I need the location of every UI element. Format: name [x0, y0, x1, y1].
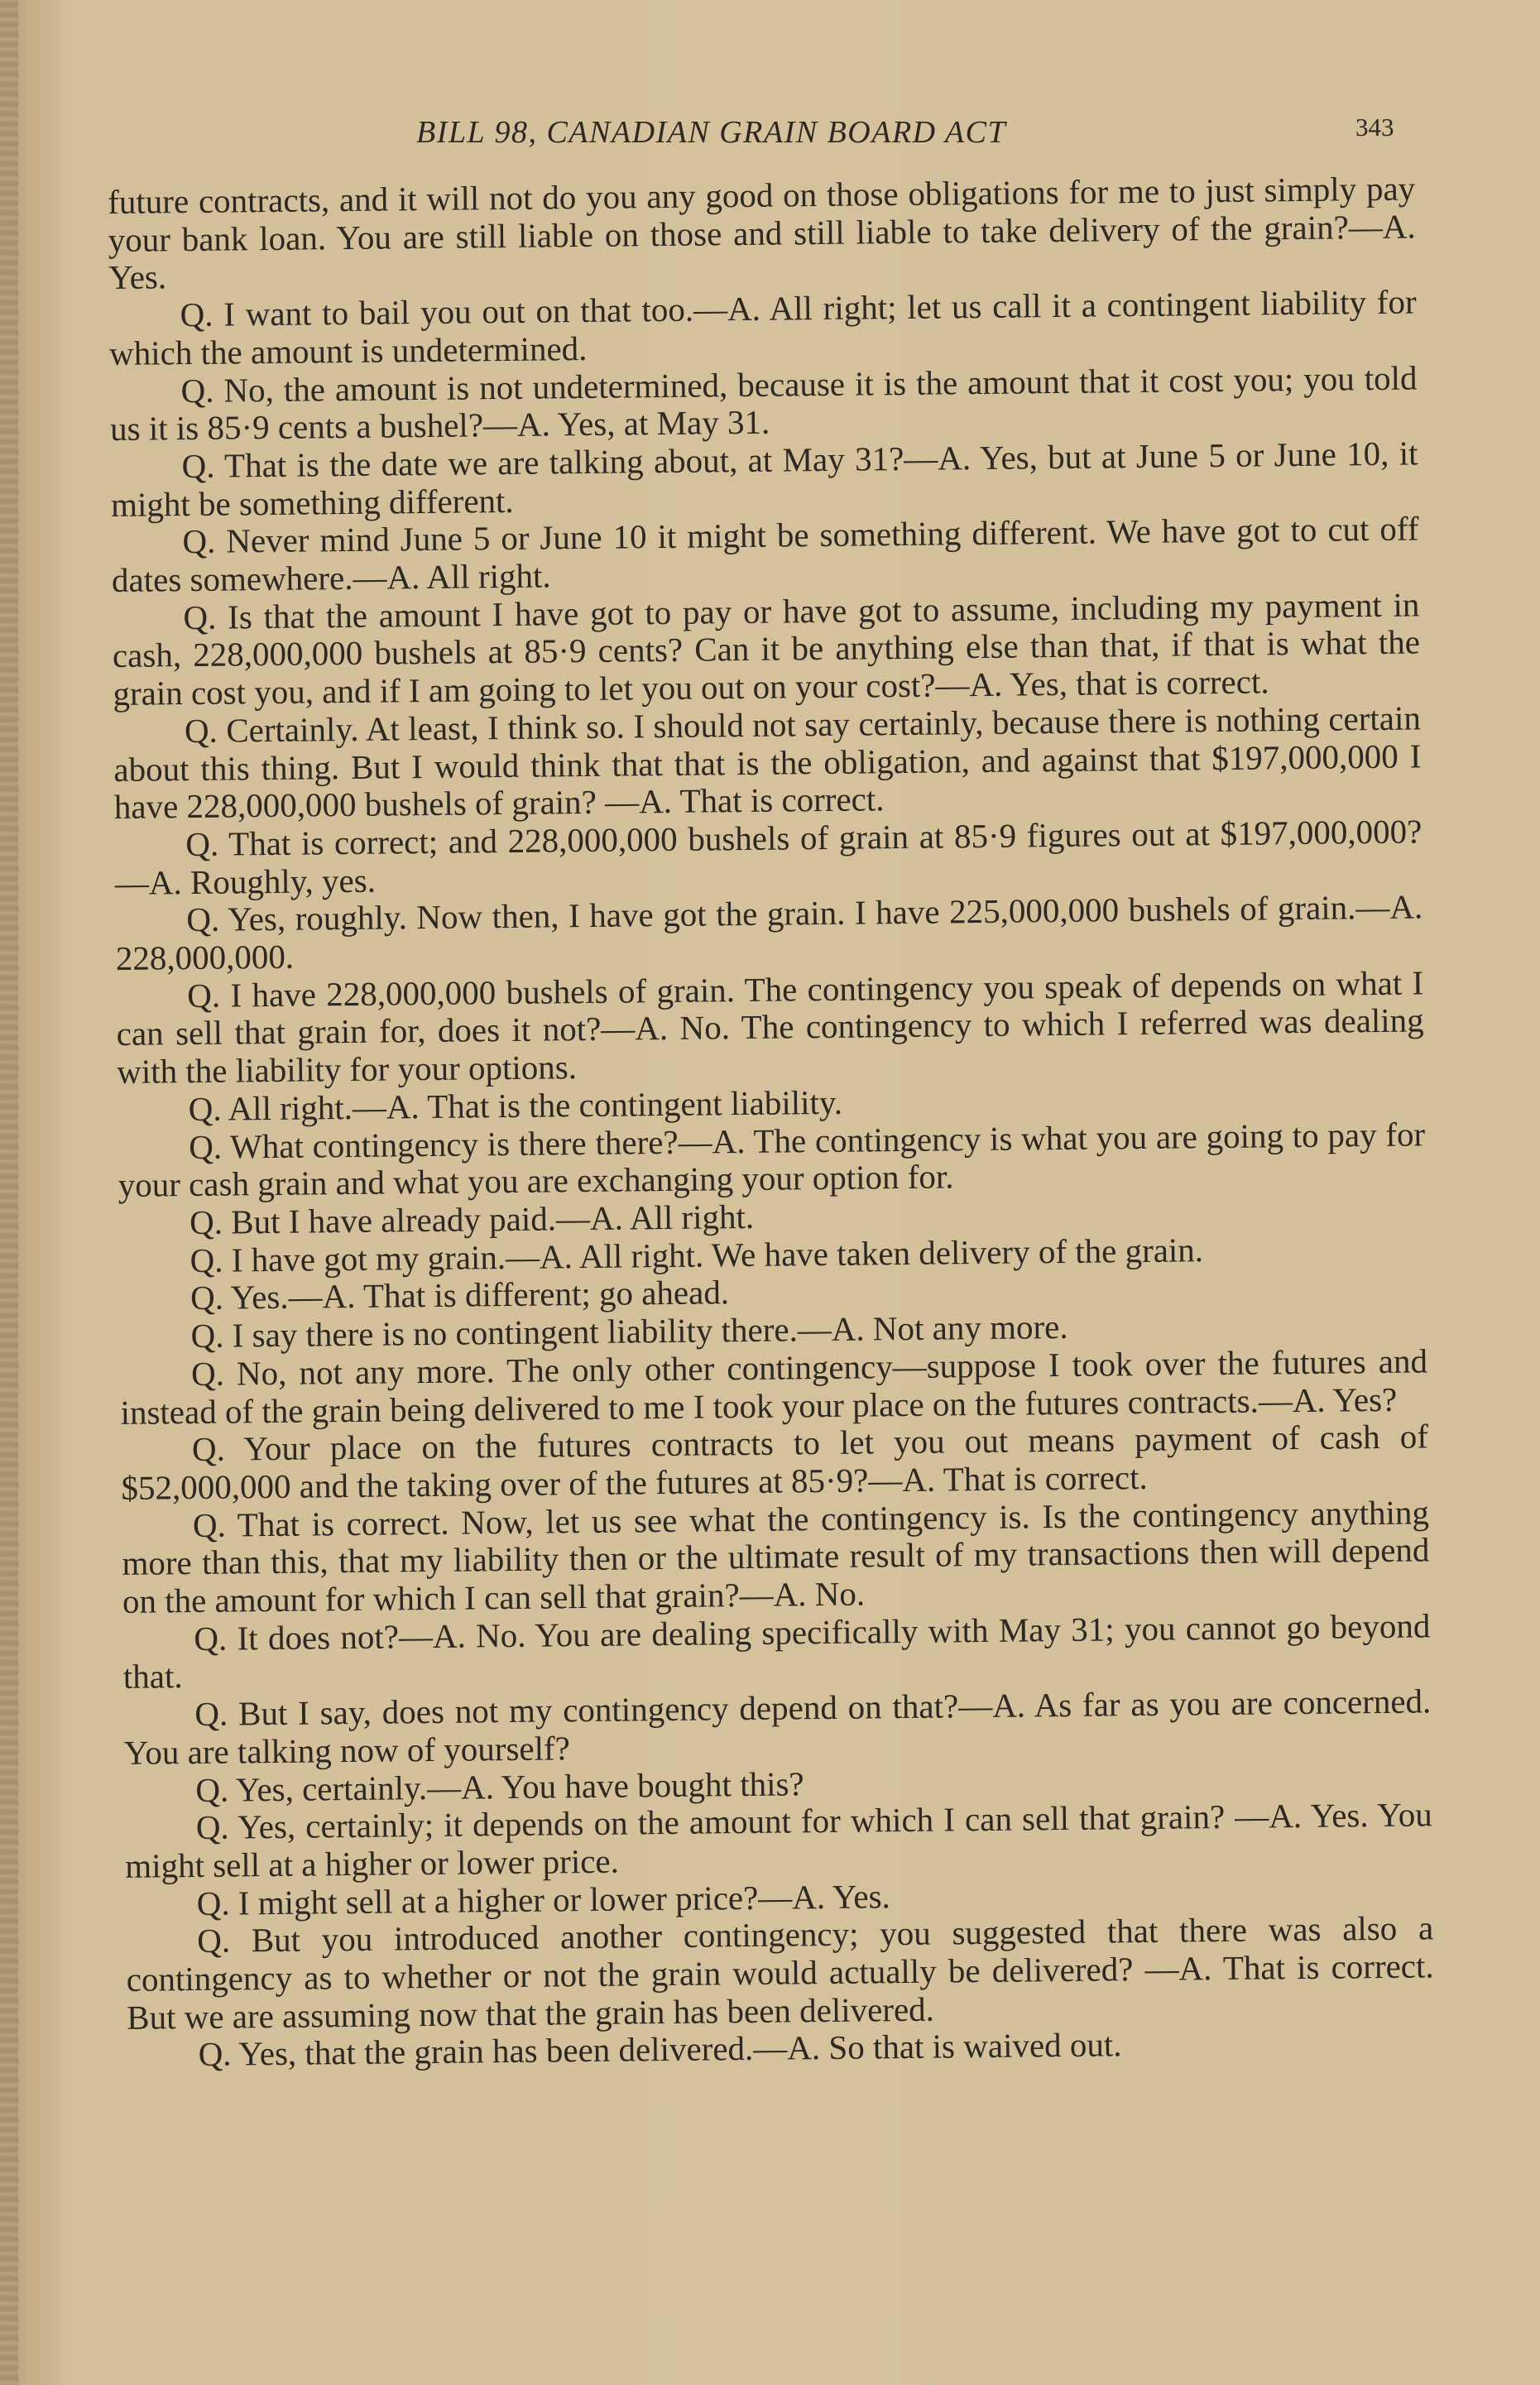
paragraph: Q. But I have already paid.—A. All right.: [189, 1197, 755, 1242]
running-head: BILL 98, CANADIAN GRAIN BOARD ACT: [416, 115, 1007, 150]
paragraph: Q. That is correct. Now, let us see what the contingency is. Is the contingency anything more than this, that my liability then or the ultimate result of my transactions then will depend on the amount for which I can sell that grain?—A. No.: [122, 1492, 1430, 1620]
paragraph: Q. Yes, certainly; it depends on the amount for which I can sell that grain? —A. Yes. You might sell at a higher or lower price.: [125, 1795, 1432, 1885]
paragraph: Q. No, not any more. The only other contingency—suppose I took over the futures and instead of the grain being delivered to me I took your place on the futures contracts.—A. Yes?: [120, 1341, 1428, 1432]
paragraph: Q. It does not?—A. No. You are dealing specifically with May 31; you cannot go beyond that.: [122, 1606, 1431, 1696]
paragraph: Q. I want to bail you out on that too.—A. All right; let us call it a contingent liability for which the amount is undetermined.: [108, 282, 1417, 372]
paragraph: Q. Certainly. At least, I think so. I should not say certainly, because there is nothing certain about this thing. But I would think that that is the obligation, and against that $197,000,000 I have 228,000,000 bushels of grain? —A. That is correct.: [113, 698, 1422, 827]
paragraph: Q. Your place on the futures contracts to let you out means payment of cash of $52,000,000 and the taking over of the futures at 85·9?—A. That is correct.: [121, 1417, 1429, 1507]
paragraph: Q. I have 228,000,000 bushels of grain. The contingency you speak of depends on what I can sell that grain for, does it not?—A. No. The contingency to which I referred was dealing with the liability for your options.: [116, 963, 1424, 1092]
page-number: 343: [1355, 113, 1394, 142]
paragraph: Q. I have got my grain.—A. All right. We have taken delivery of the grain.: [190, 1230, 1204, 1279]
paragraph: Q. That is the date we are talking about, at May 31?—A. Yes, but at June 5 or June 10, it might be something different.: [110, 434, 1418, 524]
paragraph: Q. Is that the amount I have got to pay or have got to assume, including my payment in cash, 228,000,000 bushels at 85·9 cents? Can it be anything else than that, if that is what the grain cost you, and if I am going to let you out on your cost?—A. Yes, that is correct.: [112, 585, 1421, 713]
paragraph: future contracts, and it will not do you any good on those obligations for me to just simply pay your bank loan. You are still liable on those and still liable to take delivery of the grain?—A. Yes.: [107, 169, 1416, 297]
paragraph: Q. That is correct; and 228,000,000 bushels of grain at 85·9 figures out at $197,000,000?—A. Roughly, yes.: [114, 812, 1422, 902]
paragraph: Q. But I say, does not my contingency depend on that?—A. As far as you are concerned. You are talking now of yourself?: [123, 1682, 1432, 1772]
paragraph: Q. Yes.—A. That is different; go ahead.: [190, 1273, 730, 1317]
paragraph: Q. Yes, that the grain has been delivered.—A. So that is waived out.: [198, 2025, 1122, 2074]
paragraph: Q. I say there is no contingent liability there.—A. Not any more.: [190, 1308, 1068, 1356]
paragraph: Q. Yes, roughly. Now then, I have got the grain. I have 225,000,000 bushels of grain.—A. 228,000,000.: [115, 887, 1423, 978]
paragraph: Q. Never mind June 5 or June 10 it might be something different. We have got to cut off dates somewhere.—A. All right.: [111, 509, 1419, 600]
paragraph: Q. What contingency is there there?—A. The contingency is what you are going to pay for your cash grain and what you are exchanging your option for.: [118, 1114, 1426, 1205]
paragraph: Q. No, the amount is not undetermined, because it is the amount that it cost you; you told us it is 85·9 cents a bushel?—A. Yes, at May 31.: [109, 358, 1418, 449]
paragraph: Q. All right.—A. That is the contingent liability.: [188, 1082, 843, 1128]
page-binding-edge: [0, 0, 18, 2385]
paragraph: Q. I might sell at a higher or lower price?—A. Yes.: [196, 1876, 891, 1922]
paragraph: Q. Yes, certainly.—A. You have bought this?: [195, 1764, 804, 1809]
body-text: [108, 170, 1435, 2075]
paragraph: Q. But you introduced another contingency; you suggested that there was also a contingency as to whether or not the grain would actually be delivered? —A. That is correct. But we are assuming now that the grain has been delivered.: [126, 1908, 1434, 2037]
